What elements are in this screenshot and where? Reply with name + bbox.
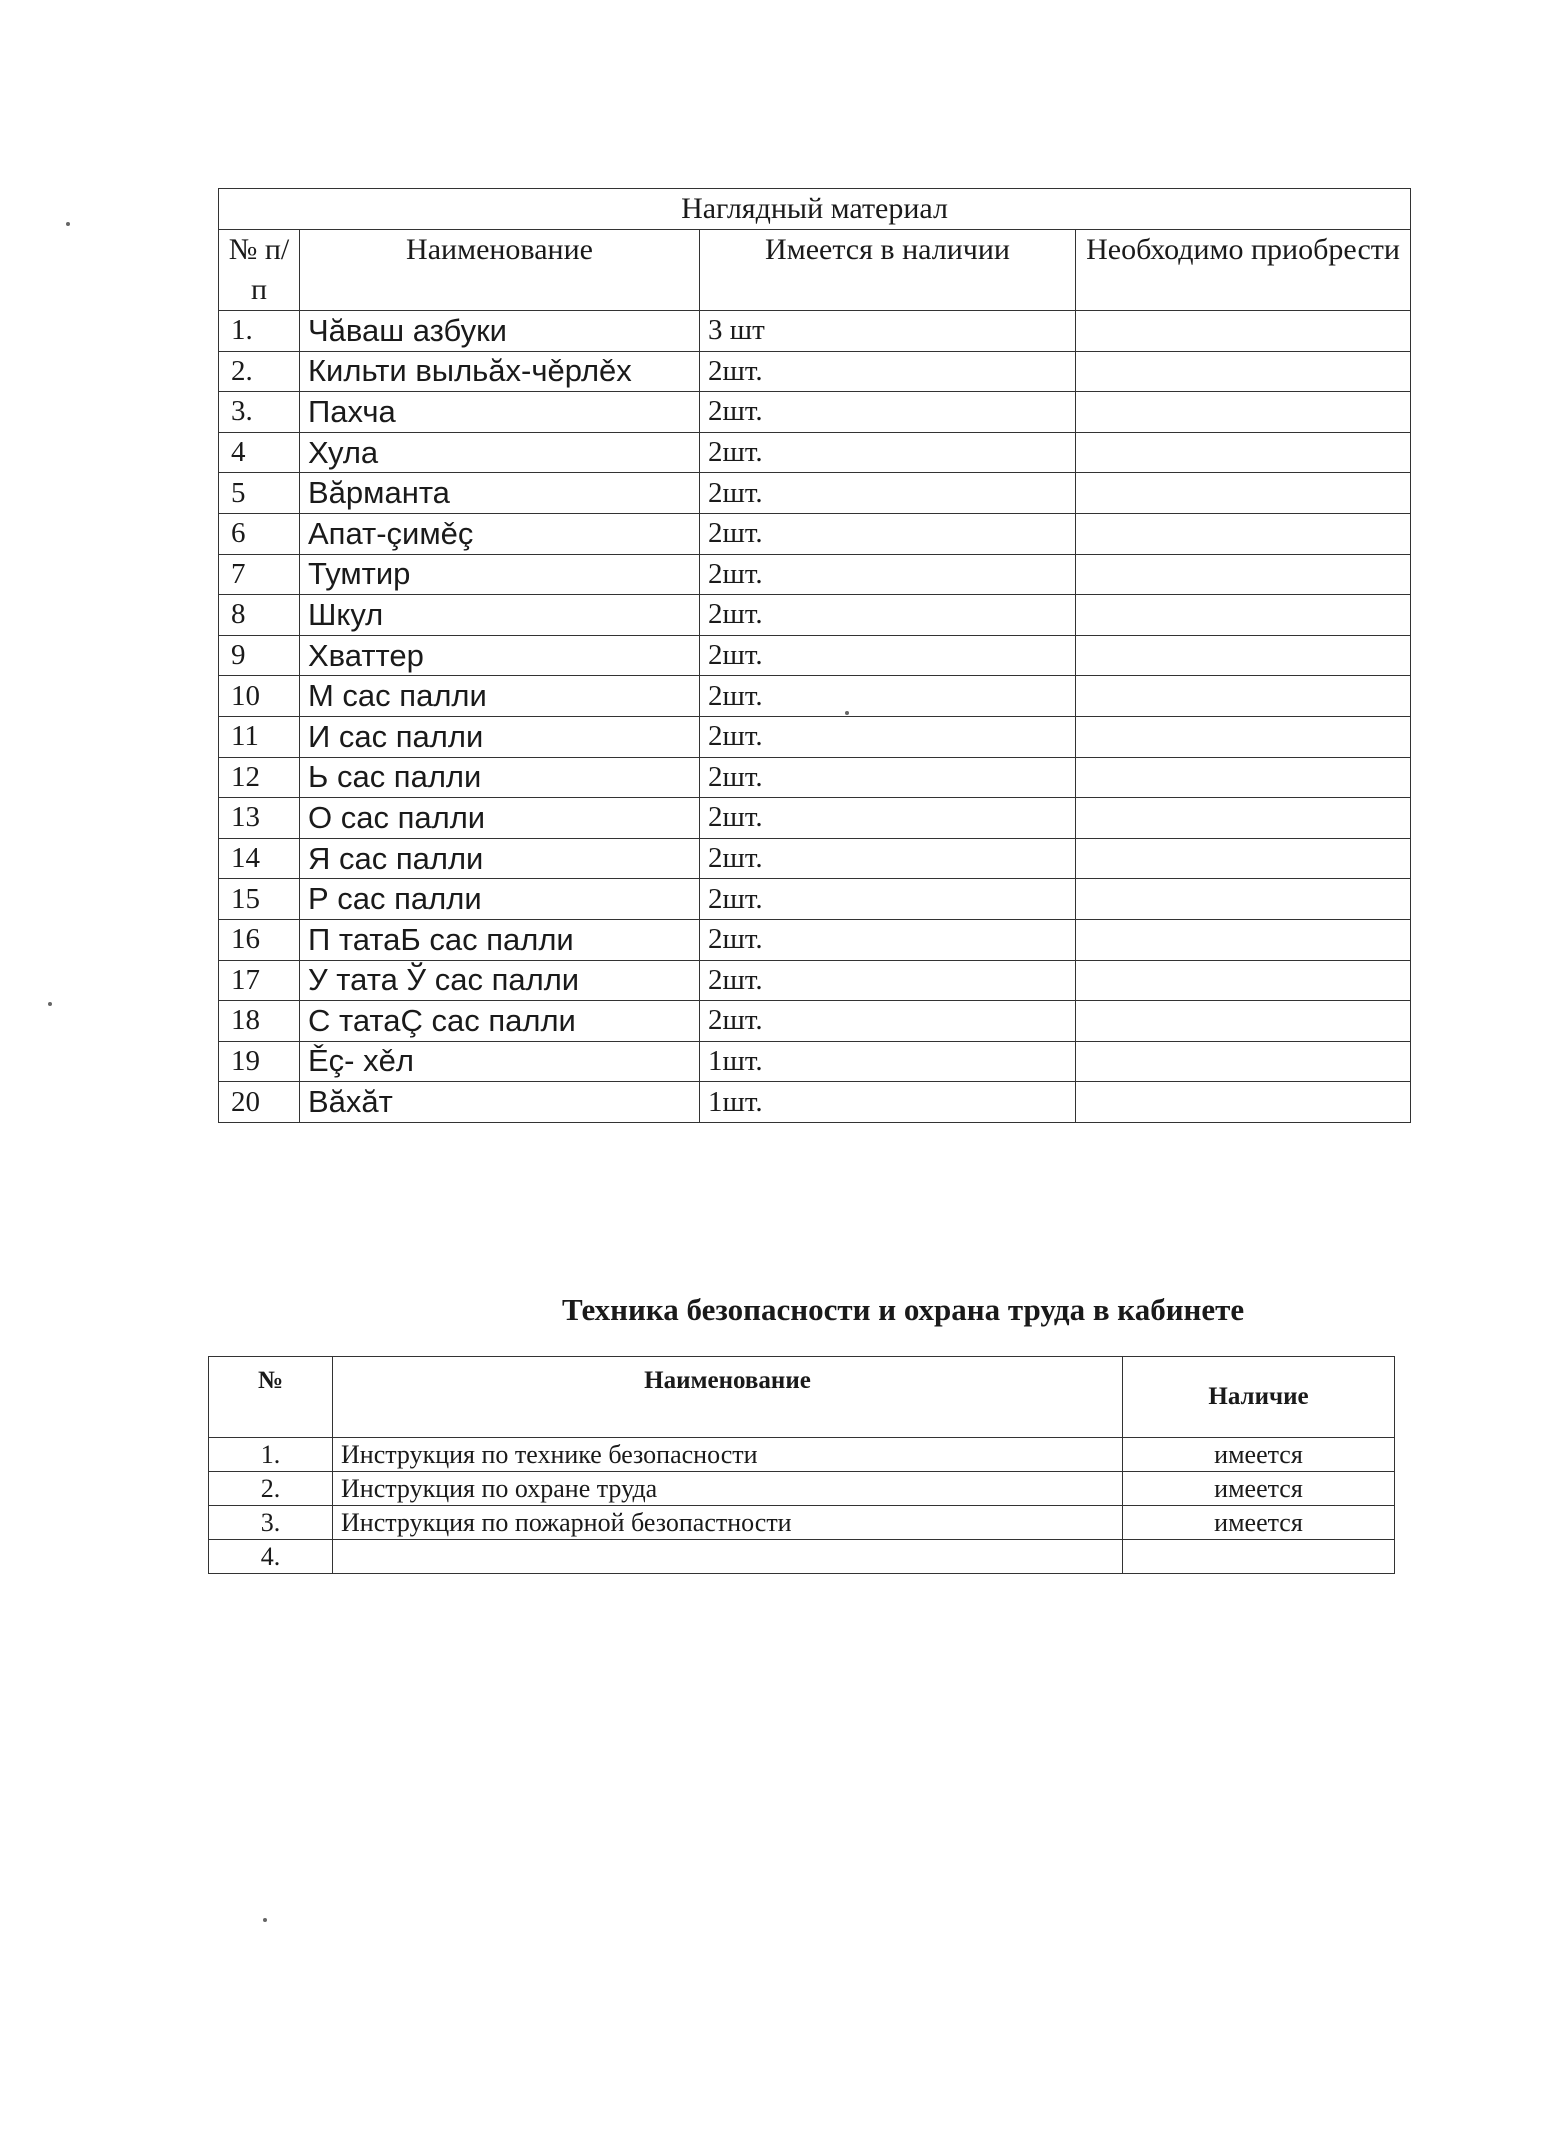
row-available: 2шт. <box>700 960 1076 1001</box>
row-num: 20 <box>219 1082 300 1123</box>
table-row <box>219 716 1411 757</box>
row-available: 2шт. <box>700 757 1076 798</box>
t2-header-num: № <box>209 1357 333 1438</box>
row-available: 2шт. <box>700 635 1076 676</box>
table-row <box>219 392 1411 433</box>
row-num: 3. <box>219 392 300 433</box>
row-available: 2шт. <box>700 838 1076 879</box>
table-row <box>219 676 1411 717</box>
t2-header-name: Наименование <box>333 1357 1123 1438</box>
row-available: 2шт. <box>700 1001 1076 1042</box>
table-row <box>219 919 1411 960</box>
row-available: 2шт. <box>700 392 1076 433</box>
table-row <box>209 1540 1395 1574</box>
row-name: Пахча <box>300 392 700 433</box>
row-needed <box>1076 432 1411 473</box>
row-name: О сас палли <box>300 798 700 839</box>
row-available: 2шт. <box>700 716 1076 757</box>
row-name: Тумтир <box>300 554 700 595</box>
row-name: У тата Ў сас палли <box>300 960 700 1001</box>
row-num: 15 <box>219 879 300 920</box>
table-row <box>219 473 1411 514</box>
row-needed <box>1076 716 1411 757</box>
visual-materials-title: Наглядный материал <box>219 189 1411 230</box>
row-needed <box>1076 879 1411 920</box>
row-num: 12 <box>219 757 300 798</box>
row-name: Вăхăт <box>300 1082 700 1123</box>
table-row <box>219 798 1411 839</box>
row-needed <box>1076 473 1411 514</box>
row-available: 2шт. <box>700 676 1076 717</box>
scan-speck <box>845 711 849 715</box>
table-row <box>219 838 1411 879</box>
row-available: 2шт. <box>700 798 1076 839</box>
table-row <box>219 351 1411 392</box>
table-row <box>219 1041 1411 1082</box>
row-needed <box>1076 1082 1411 1123</box>
row-name: Я сас палли <box>300 838 700 879</box>
row-needed <box>1076 392 1411 433</box>
row-available: 2шт. <box>700 919 1076 960</box>
row-available: 1шт. <box>700 1041 1076 1082</box>
row-name: Ь сас палли <box>300 757 700 798</box>
row-name: С татаÇ сас палли <box>300 1001 700 1042</box>
row-num: 9 <box>219 635 300 676</box>
table-row <box>219 757 1411 798</box>
row-available: 2шт. <box>700 351 1076 392</box>
row-available: 2шт. <box>700 595 1076 636</box>
row-needed <box>1076 595 1411 636</box>
row-name: Шкул <box>300 595 700 636</box>
table-row <box>219 513 1411 554</box>
row-num: 7 <box>219 554 300 595</box>
table-row <box>209 1438 1395 1472</box>
row-available: имеется <box>1123 1438 1395 1472</box>
safety-instructions-table <box>208 1356 1395 1574</box>
row-available: имеется <box>1123 1506 1395 1540</box>
row-num: 18 <box>219 1001 300 1042</box>
header-name: Наименование <box>300 230 700 311</box>
row-needed <box>1076 351 1411 392</box>
row-needed <box>1076 838 1411 879</box>
row-name: Апат-çимěç <box>300 513 700 554</box>
row-needed <box>1076 757 1411 798</box>
row-name: Инструкция по охране труда <box>333 1472 1123 1506</box>
row-name: Чăваш азбуки <box>300 311 700 352</box>
table-row <box>219 311 1411 352</box>
row-needed <box>1076 1001 1411 1042</box>
header-needed: Необходимо приобрести <box>1076 230 1411 311</box>
scan-speck <box>66 222 70 226</box>
row-num: 1. <box>219 311 300 352</box>
row-num: 2. <box>219 351 300 392</box>
row-num: 14 <box>219 838 300 879</box>
row-available: 2шт. <box>700 554 1076 595</box>
row-available: 1шт. <box>700 1082 1076 1123</box>
row-num: 17 <box>219 960 300 1001</box>
t2-header-available: Наличие <box>1123 1357 1395 1438</box>
row-num: 16 <box>219 919 300 960</box>
row-num: 1. <box>209 1438 333 1472</box>
row-num: 11 <box>219 716 300 757</box>
row-needed <box>1076 635 1411 676</box>
row-available: 2шт. <box>700 473 1076 514</box>
row-available: имеется <box>1123 1472 1395 1506</box>
row-needed <box>1076 919 1411 960</box>
safety-instructions-body <box>209 1438 1395 1574</box>
row-available: 2шт. <box>700 879 1076 920</box>
row-num: 13 <box>219 798 300 839</box>
visual-materials-body <box>219 311 1411 1123</box>
row-name: Вăрманта <box>300 473 700 514</box>
row-needed <box>1076 311 1411 352</box>
table-row <box>219 432 1411 473</box>
row-num: 5 <box>219 473 300 514</box>
row-needed <box>1076 554 1411 595</box>
scan-speck <box>263 1918 267 1922</box>
table-row <box>219 960 1411 1001</box>
row-needed <box>1076 960 1411 1001</box>
row-name: И сас палли <box>300 716 700 757</box>
row-num: 2. <box>209 1472 333 1506</box>
row-name <box>333 1540 1123 1574</box>
table-row <box>209 1472 1395 1506</box>
table-row <box>209 1506 1395 1540</box>
row-needed <box>1076 513 1411 554</box>
safety-section-title: Техника безопасности и охрана труда в кабинете <box>562 1292 1245 1327</box>
row-num: 6 <box>219 513 300 554</box>
row-num: 8 <box>219 595 300 636</box>
row-num: 4 <box>219 432 300 473</box>
header-num: № п/п <box>219 230 300 311</box>
row-name: Хваттер <box>300 635 700 676</box>
visual-materials-table <box>218 188 1411 1123</box>
row-num: 10 <box>219 676 300 717</box>
row-needed <box>1076 676 1411 717</box>
row-name: Кильти выльăх-чěрлěх <box>300 351 700 392</box>
row-needed <box>1076 798 1411 839</box>
table-row <box>219 635 1411 676</box>
row-available: 2шт. <box>700 432 1076 473</box>
row-name: М сас палли <box>300 676 700 717</box>
table-row <box>219 1082 1411 1123</box>
scan-speck <box>48 1002 52 1006</box>
row-name: Хула <box>300 432 700 473</box>
row-needed <box>1076 1041 1411 1082</box>
row-num: 3. <box>209 1506 333 1540</box>
row-available <box>1123 1540 1395 1574</box>
row-name: П татаБ сас палли <box>300 919 700 960</box>
row-num: 19 <box>219 1041 300 1082</box>
header-available: Имеется в наличии <box>700 230 1076 311</box>
table-row <box>219 554 1411 595</box>
table-row <box>219 1001 1411 1042</box>
row-name: Ěç- хěл <box>300 1041 700 1082</box>
row-available: 2шт. <box>700 513 1076 554</box>
table-row <box>219 595 1411 636</box>
row-available: 3 шт <box>700 311 1076 352</box>
row-name: Р сас палли <box>300 879 700 920</box>
row-num: 4. <box>209 1540 333 1574</box>
row-name: Инструкция по пожарной безопастности <box>333 1506 1123 1540</box>
table-row <box>219 879 1411 920</box>
row-name: Инструкция по технике безопасности <box>333 1438 1123 1472</box>
